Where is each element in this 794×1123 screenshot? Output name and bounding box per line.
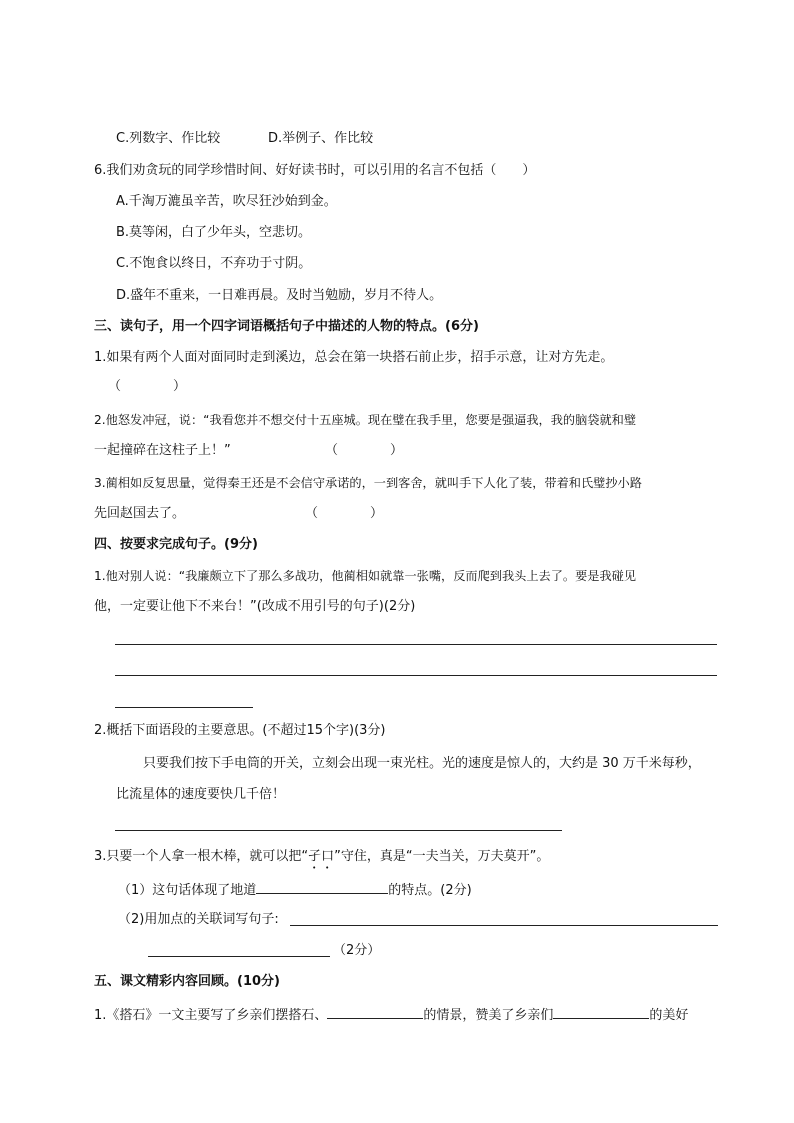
- q6-stem: 6.我们劝贪玩的同学珍惜时间、好好读书时，可以引用的名言不包括（ ）: [94, 163, 536, 178]
- section5-q1-post: 的美好: [649, 1008, 689, 1023]
- q6-option-d: D.盛年不重来，一日难再晨。及时当勉励，岁月不待人。: [116, 288, 443, 303]
- answer-blank[interactable]: [327, 1004, 423, 1019]
- section4-q3-sub1-post: 的特点。(2分): [388, 883, 472, 898]
- section3-q1: 1.如果有两个人面对面同时走到溪边，总会在第一块搭石前止步，招手示意，让对方先走。: [94, 350, 614, 365]
- answer-line[interactable]: [148, 956, 330, 957]
- section4-q1-line1: 1.他对别人说：“我廉颇立下了那么多战功，他蔺相如就靠一张嘴，反而爬到我头上去了。要是我碰见: [94, 569, 637, 583]
- q6-option-a: A.千淘万漉虽辛苦，吹尽狂沙始到金。: [116, 194, 337, 209]
- section3-q2-line1: 2.他怒发冲冠，说：“我看您并不想交付十五座城。现在璧在我手里，您要是强逼我，我的脑袋就和璧: [94, 413, 637, 427]
- section4-q3-sub1-pre: （1）这句话体现了地道: [118, 883, 257, 898]
- q6-option-c: C.不饱食以终日，不弃功于寸阴。: [116, 256, 312, 271]
- section4-title: 四、按要求完成句子。(9分): [94, 537, 258, 552]
- section4-q2-passage-line1: 只要我们按下手电筒的开关，立刻会出现一束光柱。光的速度是惊人的，大约是 30 万千米每秒，: [143, 756, 701, 771]
- answer-blank[interactable]: [553, 1004, 649, 1019]
- section4-q3-dotted-word: 孑口: [308, 849, 335, 864]
- section3-q3-answer-paren: （ ）: [305, 506, 384, 521]
- section3-q1-answer-paren: （ ）: [108, 379, 187, 394]
- section4-q3-sub2-pre: （2)用加点的关联词写句子:: [118, 912, 279, 927]
- section4-q3-sub2: [118, 911, 279, 929]
- section4-q3-stem: [94, 848, 549, 872]
- section4-q1-line2: 他，一定要让他下不来台！”(改成不用引号的句子)(2分): [94, 599, 416, 614]
- answer-line[interactable]: [115, 707, 253, 708]
- answer-line[interactable]: [115, 675, 717, 676]
- answer-blank[interactable]: [256, 879, 388, 894]
- section3-q2-line2: 一起撞碎在这柱子上！”: [94, 443, 231, 458]
- section3-q3-line1: 3.蔺相如反复思量，觉得秦王还是不会信守承诺的，一到客舍，就叫手下人化了装，带着和氏璧抄小路: [94, 476, 642, 490]
- q6-option-b: B.莫等闲，白了少年头，空悲切。: [116, 225, 312, 240]
- q5-option-c: C.列数字、作比较: [116, 131, 221, 146]
- section5-q1: [94, 1004, 688, 1025]
- section5-title: 五、课文精彩内容回顾。(10分): [94, 974, 280, 989]
- section4-q3-sub1: [118, 879, 472, 900]
- section4-q3-post: ”守住，真是“一夫当关，万夫莫开”。: [334, 849, 550, 864]
- section3-q2-answer-paren: （ ）: [325, 443, 404, 458]
- q5-option-d: D.举例子、作比较: [268, 131, 374, 146]
- section3-q3-line2: 先回赵国去了。: [94, 506, 186, 521]
- section3-title: 三、读句子，用一个四字词语概括句子中描述的人物的特点。(6分): [94, 319, 479, 334]
- section4-q3-pre: 3.只要一个人拿一根木棒，就可以把“: [94, 849, 309, 864]
- section5-q1-mid: 的情景，赞美了乡亲们: [423, 1008, 554, 1023]
- section4-q2-passage-line2: 比流星体的速度要快几千倍！: [116, 787, 286, 802]
- answer-line[interactable]: [290, 925, 718, 926]
- answer-line[interactable]: [115, 644, 717, 645]
- section4-q3-sub2-score: （2分）: [333, 943, 381, 958]
- section5-q1-pre: 1.《搭石》一文主要写了乡亲们摆搭石、: [94, 1008, 328, 1023]
- section4-q2-stem: 2.概括下面语段的主要意思。(不超过15个字)(3分): [94, 723, 386, 738]
- answer-line[interactable]: [115, 830, 562, 831]
